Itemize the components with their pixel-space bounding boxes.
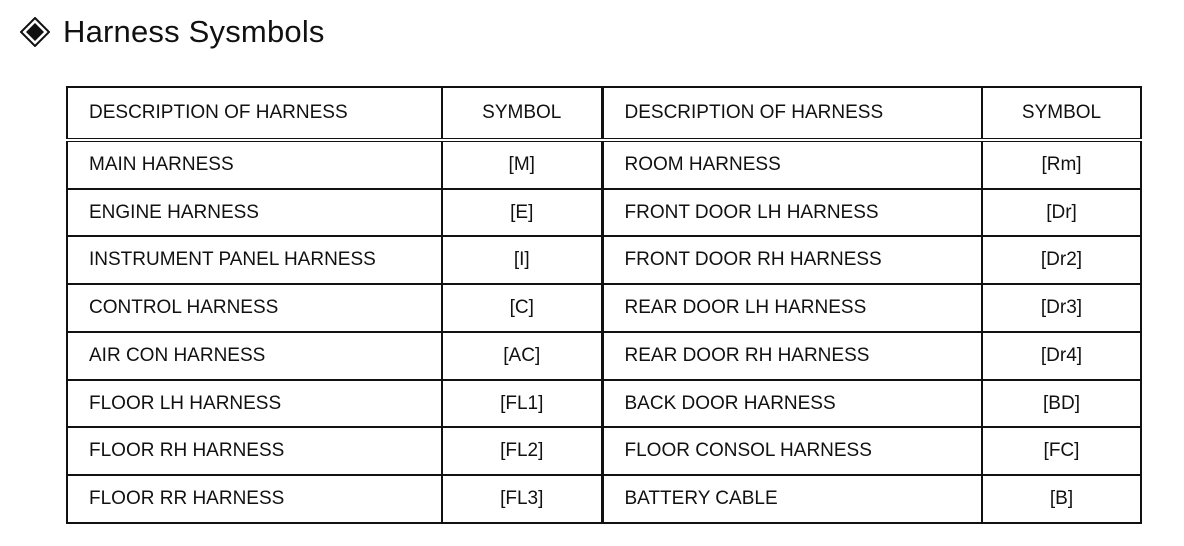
column-header-symbol: SYMBOL bbox=[982, 87, 1141, 140]
table-row bbox=[67, 427, 1141, 475]
harness-symbol-cell: [AC] bbox=[442, 332, 602, 380]
harness-symbol-cell: [Dr] bbox=[982, 189, 1141, 237]
column-header-description: DESCRIPTION OF HARNESS bbox=[67, 87, 442, 140]
harness-description-cell: FRONT DOOR RH HARNESS bbox=[602, 236, 982, 284]
diamond-bullet-icon bbox=[20, 17, 50, 47]
page-title bbox=[20, 14, 325, 50]
harness-description-cell: CONTROL HARNESS bbox=[67, 284, 442, 332]
column-header-symbol: SYMBOL bbox=[442, 87, 602, 140]
harness-symbol-cell: [I] bbox=[442, 236, 602, 284]
harness-description-cell: REAR DOOR LH HARNESS bbox=[602, 284, 982, 332]
harness-symbol-cell: [FC] bbox=[982, 427, 1141, 475]
harness-description-cell: FLOOR RH HARNESS bbox=[67, 427, 442, 475]
harness-symbol-cell: [C] bbox=[442, 284, 602, 332]
harness-symbol-cell: [Dr2] bbox=[982, 236, 1141, 284]
harness-symbol-cell: [FL1] bbox=[442, 380, 602, 428]
harness-description-cell: FLOOR CONSOL HARNESS bbox=[602, 427, 982, 475]
harness-symbols-table bbox=[66, 86, 1142, 524]
harness-symbol-cell: [Dr3] bbox=[982, 284, 1141, 332]
harness-description-cell: BACK DOOR HARNESS bbox=[602, 380, 982, 428]
harness-description-cell: INSTRUMENT PANEL HARNESS bbox=[67, 236, 442, 284]
table-row bbox=[67, 284, 1141, 332]
table-row bbox=[67, 140, 1141, 189]
harness-symbol-cell: [E] bbox=[442, 189, 602, 237]
page-title-text: Harness Sysmbols bbox=[63, 14, 325, 49]
harness-description-cell: MAIN HARNESS bbox=[67, 140, 442, 189]
harness-description-cell: ENGINE HARNESS bbox=[67, 189, 442, 237]
harness-symbol-cell: [FL2] bbox=[442, 427, 602, 475]
table-row bbox=[67, 189, 1141, 237]
harness-symbol-cell: [Dr4] bbox=[982, 332, 1141, 380]
harness-description-cell: REAR DOOR RH HARNESS bbox=[602, 332, 982, 380]
harness-description-cell: BATTERY CABLE bbox=[602, 475, 982, 523]
table-row bbox=[67, 380, 1141, 428]
harness-symbol-cell: [FL3] bbox=[442, 475, 602, 523]
table-row bbox=[67, 332, 1141, 380]
table-row bbox=[67, 236, 1141, 284]
harness-symbol-cell: [M] bbox=[442, 140, 602, 189]
column-header-description: DESCRIPTION OF HARNESS bbox=[602, 87, 982, 140]
harness-description-cell: AIR CON HARNESS bbox=[67, 332, 442, 380]
harness-description-cell: FLOOR RR HARNESS bbox=[67, 475, 442, 523]
harness-symbol-cell: [Rm] bbox=[982, 140, 1141, 189]
harness-description-cell: FLOOR LH HARNESS bbox=[67, 380, 442, 428]
table-row bbox=[67, 475, 1141, 523]
table-header-row bbox=[67, 87, 1141, 140]
harness-description-cell: ROOM HARNESS bbox=[602, 140, 982, 189]
harness-description-cell: FRONT DOOR LH HARNESS bbox=[602, 189, 982, 237]
harness-symbol-cell: [BD] bbox=[982, 380, 1141, 428]
harness-symbol-cell: [B] bbox=[982, 475, 1141, 523]
